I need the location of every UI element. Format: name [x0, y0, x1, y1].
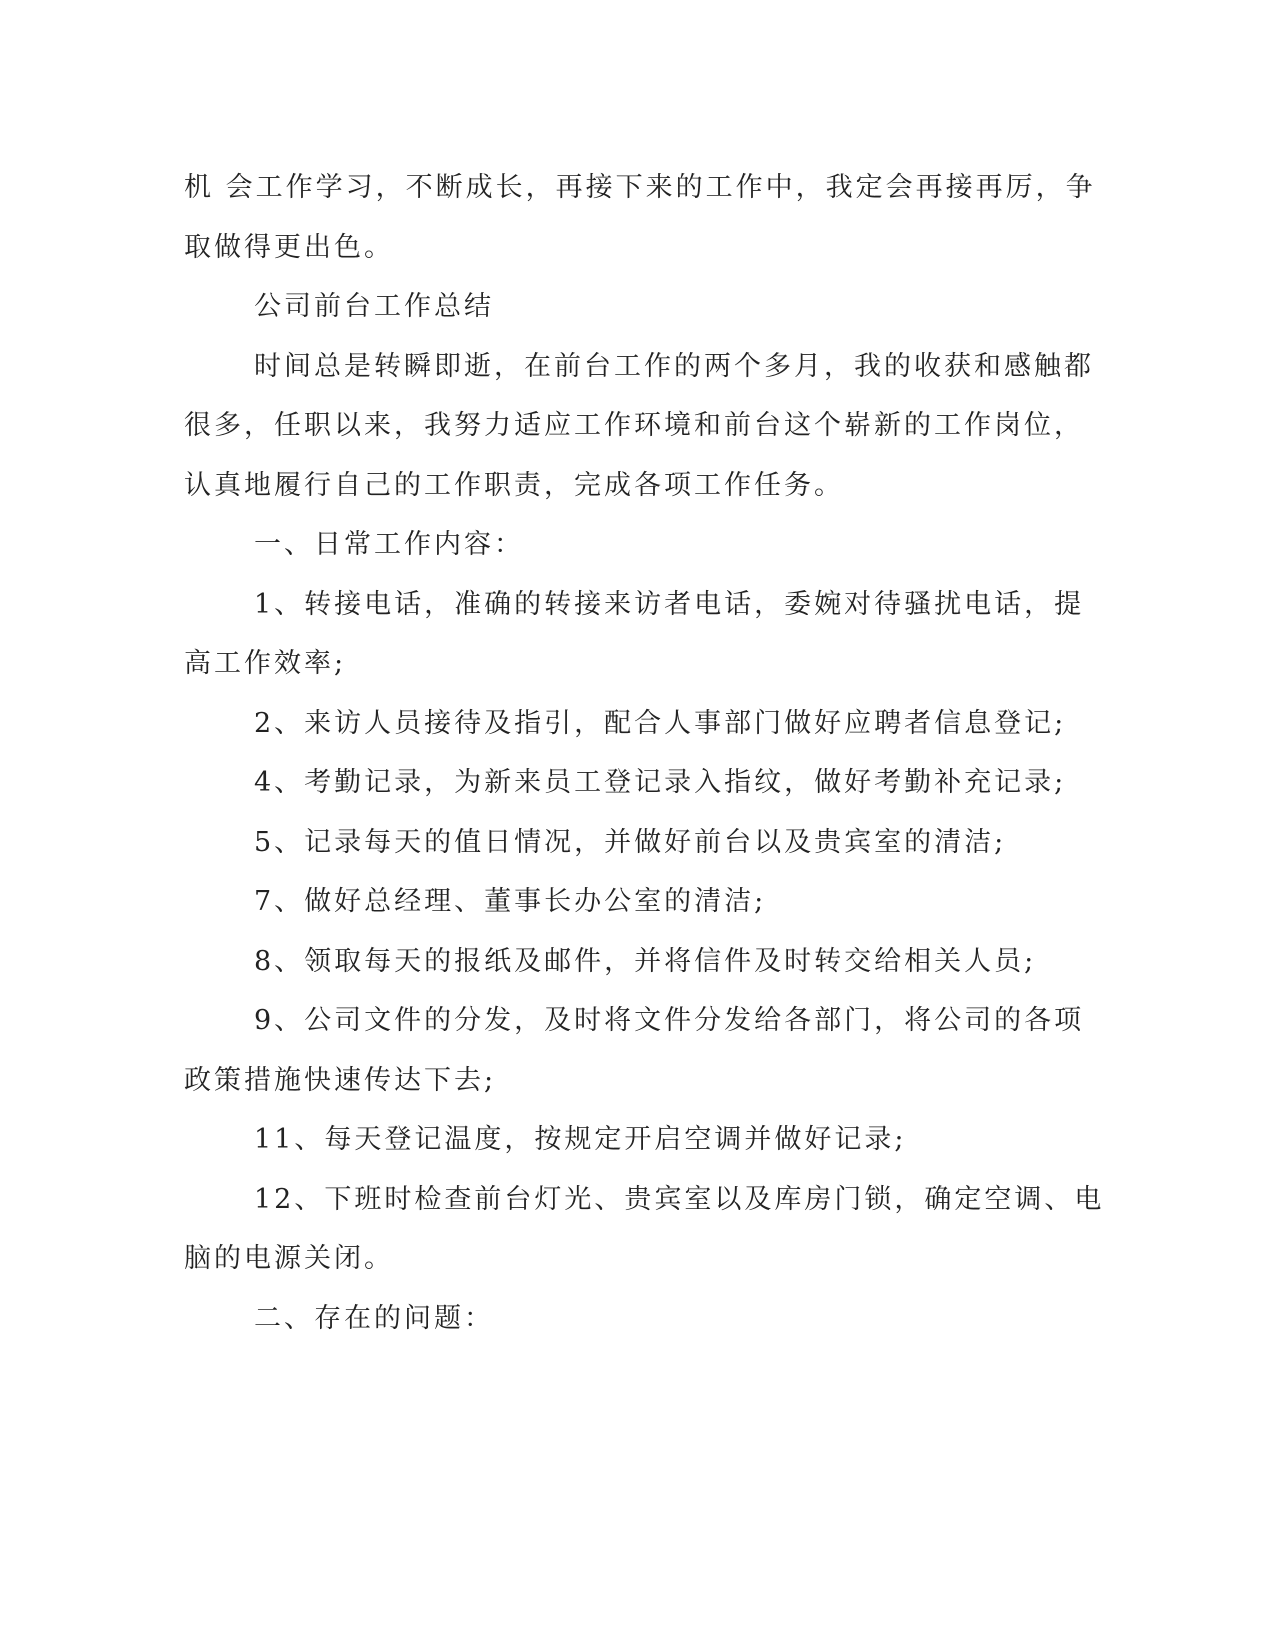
- paragraph-line: 机 会工作学习，不断成长，再接下来的工作中，我定会再接再厉，争: [184, 172, 1096, 203]
- paragraph-line: 认真地履行自己的工作职责，完成各项工作任务。: [184, 469, 844, 501]
- section-title: 公司前台工作总结: [254, 291, 494, 322]
- list-item: 5、记录每天的值日情况，并做好前台以及贵宾室的清洁;: [254, 826, 1007, 858]
- list-item: 7、做好总经理、董事长办公室的清洁;: [254, 886, 767, 917]
- list-item: 11、每天登记温度，按规定开启空调并做好记录;: [254, 1124, 907, 1155]
- list-item-continuation: 脑的电源关闭。: [184, 1243, 394, 1274]
- document-body: [184, 158, 1105, 1348]
- list-item-continuation: 政策措施快速传达下去;: [184, 1064, 497, 1096]
- list-item: 4、考勤记录，为新来员工登记录入指纹，做好考勤补充记录;: [254, 767, 1067, 798]
- section-heading: 一、日常工作内容：: [254, 529, 524, 560]
- list-item: 12、下班时检查前台灯光、贵宾室以及库房门锁，确定空调、电: [254, 1183, 1105, 1215]
- list-item: 1、转接电话，准确的转接来访者电话，委婉对待骚扰电话，提: [254, 588, 1085, 620]
- section-heading: 二、存在的问题：: [254, 1302, 494, 1334]
- list-item: 8、领取每天的报纸及邮件，并将信件及时转交给相关人员;: [254, 945, 1037, 977]
- list-item-continuation: 高工作效率;: [184, 648, 347, 679]
- paragraph-line: 很多，任职以来，我努力适应工作环境和前台这个崭新的工作岗位，: [184, 410, 1084, 441]
- paragraph-line: 时间总是转瞬即逝，在前台工作的两个多月，我的收获和感触都: [254, 350, 1094, 382]
- paragraph-line: 取做得更出色。: [184, 231, 394, 263]
- list-item: 2、来访人员接待及指引，配合人事部门做好应聘者信息登记;: [254, 707, 1067, 739]
- list-item: 9、公司文件的分发，及时将文件分发给各部门，将公司的各项: [254, 1005, 1085, 1036]
